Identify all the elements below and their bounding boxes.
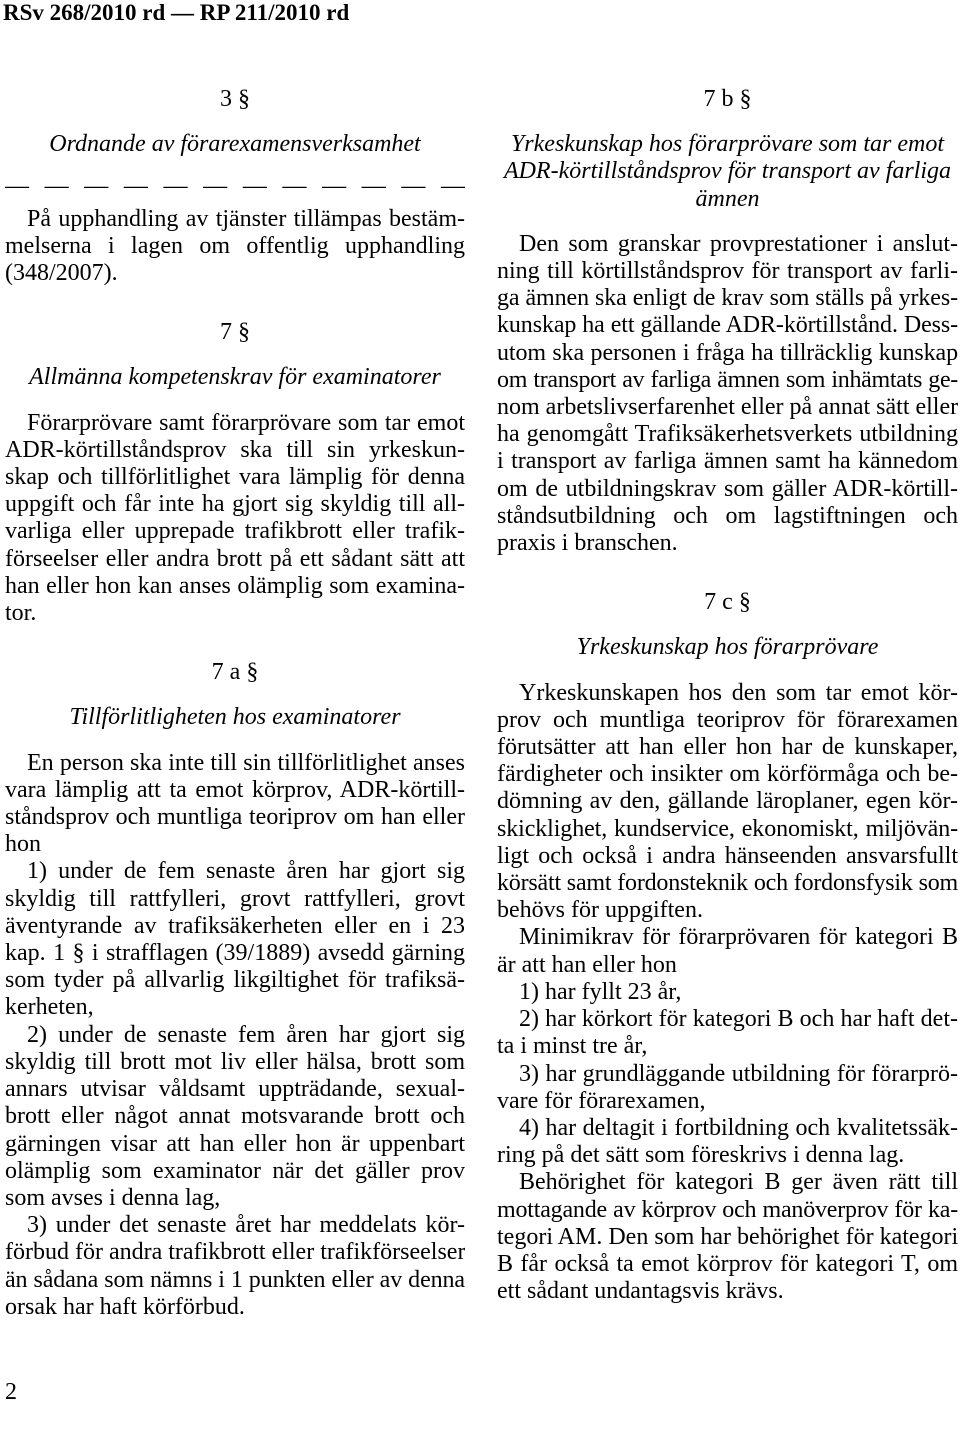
paragraph-line: varliga eller upprepade trafikbrott eller trafik- xyxy=(5,518,465,545)
paragraph-line: B får också ta emot körprov för kategori T, om xyxy=(497,1250,958,1277)
section-title xyxy=(5,131,465,158)
paragraph-line: (348/2007). xyxy=(5,260,118,287)
paragraph xyxy=(5,750,465,859)
paragraph-line: skyldig till rattfylleri, grovt rattfylleri, grovt xyxy=(5,885,465,912)
section-title xyxy=(497,131,958,213)
paragraph-line: kerheten, xyxy=(5,994,94,1021)
paragraph-line: vara lämplig att ta emot körprov, ADR-körtill- xyxy=(5,776,465,803)
paragraph-line: än sådana som nämns i 1 punkten eller av denna xyxy=(5,1266,465,1293)
paragraph-line: ett sådant undantagsvis krävs. xyxy=(497,1278,784,1305)
paragraph-line: 2) har körkort för kategori B och har haft det- xyxy=(519,1006,958,1033)
paragraph xyxy=(5,206,465,288)
paragraph-line: i transport av farliga ämnen samt ha kännedom xyxy=(497,448,958,475)
left-column xyxy=(5,86,465,1321)
paragraph-line: dömning av den, gällande läroplaner, egen kör- xyxy=(497,788,958,815)
paragraph-line: som avses i denna lag, xyxy=(5,1184,221,1211)
paragraph-line: äventyrande av trafiksäkerheten eller en i 23 xyxy=(5,912,465,939)
paragraph-line: mottagande av körprov och manöverprov för ka- xyxy=(497,1196,958,1223)
paragraph xyxy=(497,1115,958,1169)
section-heading: 3 § xyxy=(220,86,250,112)
section-title-line: ADR-körtillståndsprov för transport av farliga xyxy=(503,158,952,185)
paragraph-line: behövs för uppgiften. xyxy=(497,897,703,924)
running-header: RSv 268/2010 rd — RP 211/2010 rd xyxy=(3,0,350,25)
paragraph xyxy=(497,1061,958,1115)
section-title-line: Allmänna kompetenskrav för examinatorer xyxy=(29,364,441,391)
paragraph-line: prov och muntliga teoriprov för förarexamen xyxy=(497,706,958,733)
paragraph-line: skyldig till brott mot liv eller hälsa, brott som xyxy=(5,1048,465,1075)
paragraph-line: förseelser eller andra brott på ett sådant sätt att xyxy=(5,545,465,572)
paragraph-line: praxis i branschen. xyxy=(497,530,678,557)
paragraph-line: annars utvisar våldsamt uppträdande, sexual- xyxy=(5,1076,465,1103)
paragraph xyxy=(497,924,958,978)
paragraph-line: hon xyxy=(5,831,41,858)
paragraph-line: uppgift och får inte ha gjort sig skyldig till all- xyxy=(5,491,465,518)
paragraph-line: kunskap ha ett gällande ADR-körtillstånd. Dess- xyxy=(497,312,958,339)
paragraph xyxy=(497,680,958,925)
section-title-line: Yrkeskunskap hos förarprövare xyxy=(576,634,879,661)
section-heading: 7 § xyxy=(220,319,250,346)
section-title xyxy=(5,364,465,391)
paragraph-line: 3) har grundläggande utbildning för förarprö- xyxy=(519,1060,958,1087)
paragraph-line: 4) har deltagit i fortbildning och kvalitetssäk- xyxy=(519,1114,958,1141)
paragraph-line: förutsätter att han eller hon har de kunskaper, xyxy=(497,734,958,761)
paragraph-line: färdigheter och insikter om körförmåga och be- xyxy=(497,761,958,788)
paragraph xyxy=(5,410,465,628)
paragraph xyxy=(5,1022,465,1212)
paragraph-line: Minimikrav för förarprövaren för kategori B xyxy=(519,924,958,951)
paragraph-line: ståndsprov och muntliga teoriprov om han eller xyxy=(5,804,465,831)
section-title xyxy=(497,634,958,661)
right-column xyxy=(497,86,958,1305)
paragraph-line: skap och tillförlitlighet vara lämplig för denna xyxy=(5,464,465,491)
paragraph-line: 1) har fyllt 23 år, xyxy=(519,978,682,1005)
section-heading: 7 c § xyxy=(704,589,751,616)
paragraph-line: ha genomgått Trafiksäkerhetsverkets utbildning xyxy=(497,421,958,448)
page-number: 2 xyxy=(5,1379,17,1405)
paragraph-line: han eller hon kan anses olämplig som examina- xyxy=(5,572,465,599)
paragraph-line: vare för förarexamen, xyxy=(497,1087,706,1114)
section-title xyxy=(5,704,465,731)
paragraph-line: ning till körtillståndsprov för transport av farli- xyxy=(497,258,958,285)
paragraph-line: gärningen visar att han eller hon är uppenbart xyxy=(5,1130,465,1157)
paragraph-line: som tyder på allvarlig likgiltighet för trafiksä- xyxy=(5,967,465,994)
paragraph-line: utom ska personen i fråga ha tillräcklig kunskap xyxy=(497,339,958,366)
paragraph-line: ta i minst tre år, xyxy=(497,1033,648,1060)
paragraph-line: orsak har haft körförbud. xyxy=(5,1293,245,1320)
paragraph-line: brott eller något annat motsvarande brott och xyxy=(5,1103,465,1130)
paragraph-line: Förarprövare samt förarprövare som tar emot xyxy=(27,409,465,436)
section-title-line: ämnen xyxy=(695,185,760,212)
paragraph-line: nom arbetslivserfarenhet eller på annat sätt eller xyxy=(497,394,958,421)
paragraph xyxy=(497,231,958,557)
section-title-line: Ordnande av förarexamensverksamhet xyxy=(49,131,421,158)
paragraph-line: 1) under de fem senaste åren har gjort sig xyxy=(27,858,465,885)
paragraph-line: På upphandling av tjänster tillämpas bestäm- xyxy=(27,205,465,232)
paragraph-line: om de utbildningskrav som gäller ADR-körtill- xyxy=(497,475,958,502)
paragraph-line: ring på det sätt som föreskrivs i denna lag. xyxy=(497,1142,905,1169)
paragraph xyxy=(497,1006,958,1060)
paragraph-line: kap. 1 § i strafflagen (39/1889) avsedd gärning xyxy=(5,940,465,967)
paragraph-line: om transport av farliga ämnen som inhämtats ge- xyxy=(497,366,958,393)
paragraph-line: En person ska inte till sin tillförlitlighet anses xyxy=(27,749,465,776)
paragraph xyxy=(5,1212,465,1321)
paragraph-line: tegori AM. Den som har behörighet för kategori xyxy=(497,1223,958,1250)
paragraph-line: Den som granskar provprestationer i anslut- xyxy=(519,230,958,257)
paragraph-line: tor. xyxy=(5,600,37,627)
paragraph-line: ståndsutbildning och om lagstiftningen och xyxy=(497,502,958,529)
paragraph-line: 2) under de senaste fem åren har gjort sig xyxy=(27,1021,465,1048)
section-title-line: Tillförlitligheten hos examinatorer xyxy=(69,704,401,731)
paragraph-line: ga ämnen ska enligt de krav som ställs på yrkes- xyxy=(497,285,958,312)
paragraph-line: är att han eller hon xyxy=(497,951,677,978)
paragraph-line: ligt och också i andra hänseenden ansvarsfullt xyxy=(497,842,958,869)
section-title-line: Yrkeskunskap hos förarprövare som tar emot xyxy=(510,131,945,158)
paragraph-line: skicklighet, kundservice, ekonomiskt, miljövän- xyxy=(497,815,958,842)
section-divider: — — — — — — — — — — — — xyxy=(5,173,465,200)
paragraph xyxy=(497,1169,958,1305)
paragraph xyxy=(5,858,465,1021)
paragraph-line: 3) under det senaste året har meddelats kör- xyxy=(27,1212,465,1239)
section-heading: 7 b § xyxy=(703,86,752,112)
paragraph xyxy=(497,979,958,1006)
section-heading: 7 a § xyxy=(211,659,259,686)
paragraph-line: olämplig som examinator när det gäller prov xyxy=(5,1157,465,1184)
paragraph-line: körsätt samt fordonsteknik och fordonsfysik som xyxy=(497,870,958,897)
paragraph-line: Behörighet för kategori B ger även rätt till xyxy=(519,1169,958,1196)
paragraph-line: förbud för andra trafikbrott eller trafikförseelser xyxy=(5,1239,465,1266)
paragraph-line: ADR-körtillståndsprov ska till sin yrkeskun- xyxy=(5,436,465,463)
paragraph-line: Yrkeskunskapen hos den som tar emot kör- xyxy=(519,679,958,706)
paragraph-line: melserna i lagen om offentlig upphandling xyxy=(5,232,465,259)
